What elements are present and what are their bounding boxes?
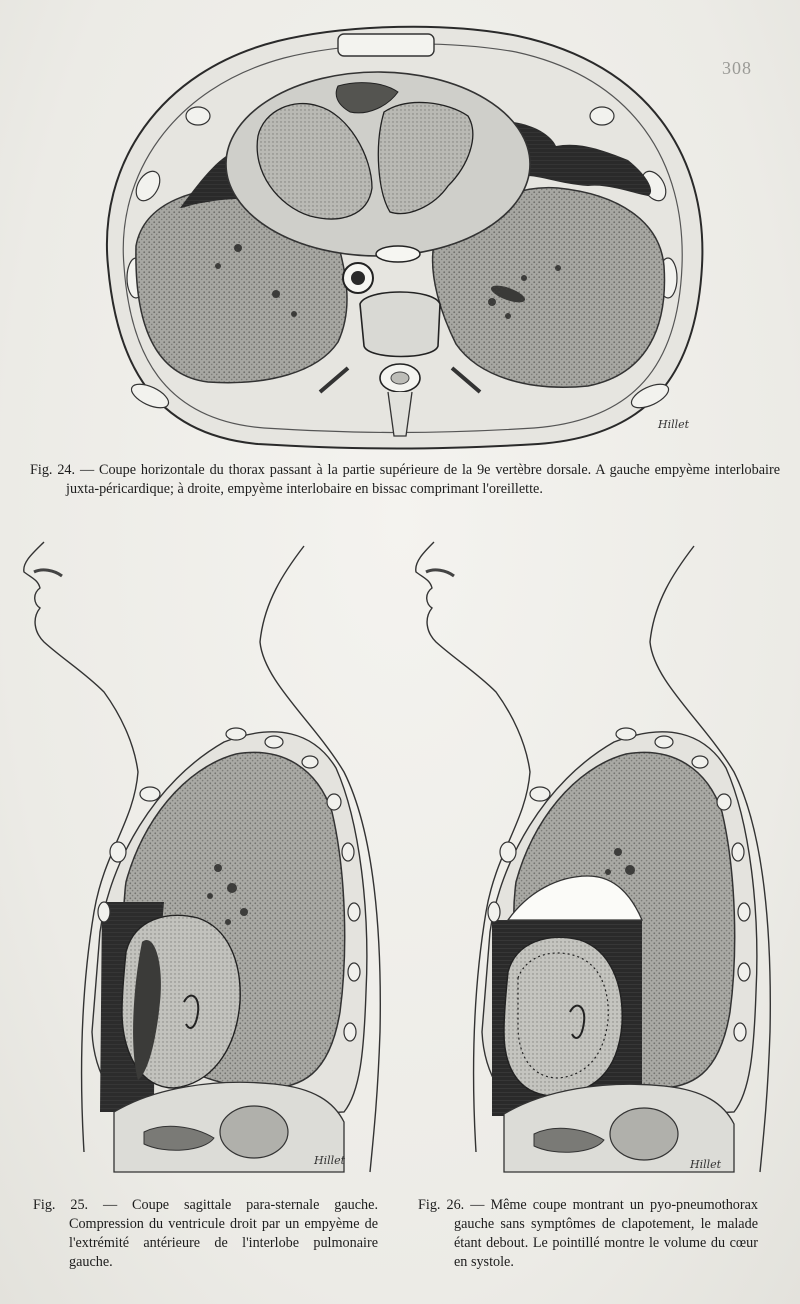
figure-24-illustration — [88, 16, 714, 456]
caption-24-text: — Coupe horizontale du thorax passant à la partie supérieure de la 9e vertèbre dorsale. A gauche empyème interlobaire juxta-péricardique; à droite, empyème interlobaire en bissac comprimant l'oreillette. — [66, 462, 781, 497]
caption-26-text: — Même coupe montrant un pyo-pneumothorax gauche sans symptômes de clapotement, le malade étant debout. Le pointillé montre le volume du cœur en systole. — [454, 1197, 758, 1270]
caption-figure-25 — [33, 1196, 378, 1272]
page-number: 308 — [722, 58, 752, 78]
caption-figure-24 — [30, 461, 780, 499]
figure-25-sagittal-section — [14, 532, 398, 1188]
heart — [504, 937, 622, 1096]
esophagus — [376, 246, 420, 262]
figure-25-illustration — [14, 532, 398, 1188]
artist-signature-24: Hillet — [658, 418, 690, 431]
caption-25-label: Fig. 25. — [33, 1197, 89, 1213]
figure-24-horizontal-thorax-section — [88, 16, 714, 456]
artist-signature-25: Hillet — [314, 1154, 346, 1167]
figure-26-illustration — [408, 532, 788, 1188]
caption-figure-26 — [418, 1196, 758, 1272]
figure-26-pyopneumothorax — [408, 532, 788, 1188]
caption-24-label: Fig. 24. — [30, 462, 76, 478]
artist-signature-26: Hillet — [690, 1158, 722, 1171]
caption-25-text: — Coupe sagittale para-sternale gauche. Compression du ventricule droit par un empyème de l'extrémité antérieure de l'interlobe pulmonaire gauche. — [69, 1197, 378, 1270]
caption-26-label: Fig. 26. — [418, 1197, 465, 1213]
vertebra-body — [360, 292, 440, 357]
